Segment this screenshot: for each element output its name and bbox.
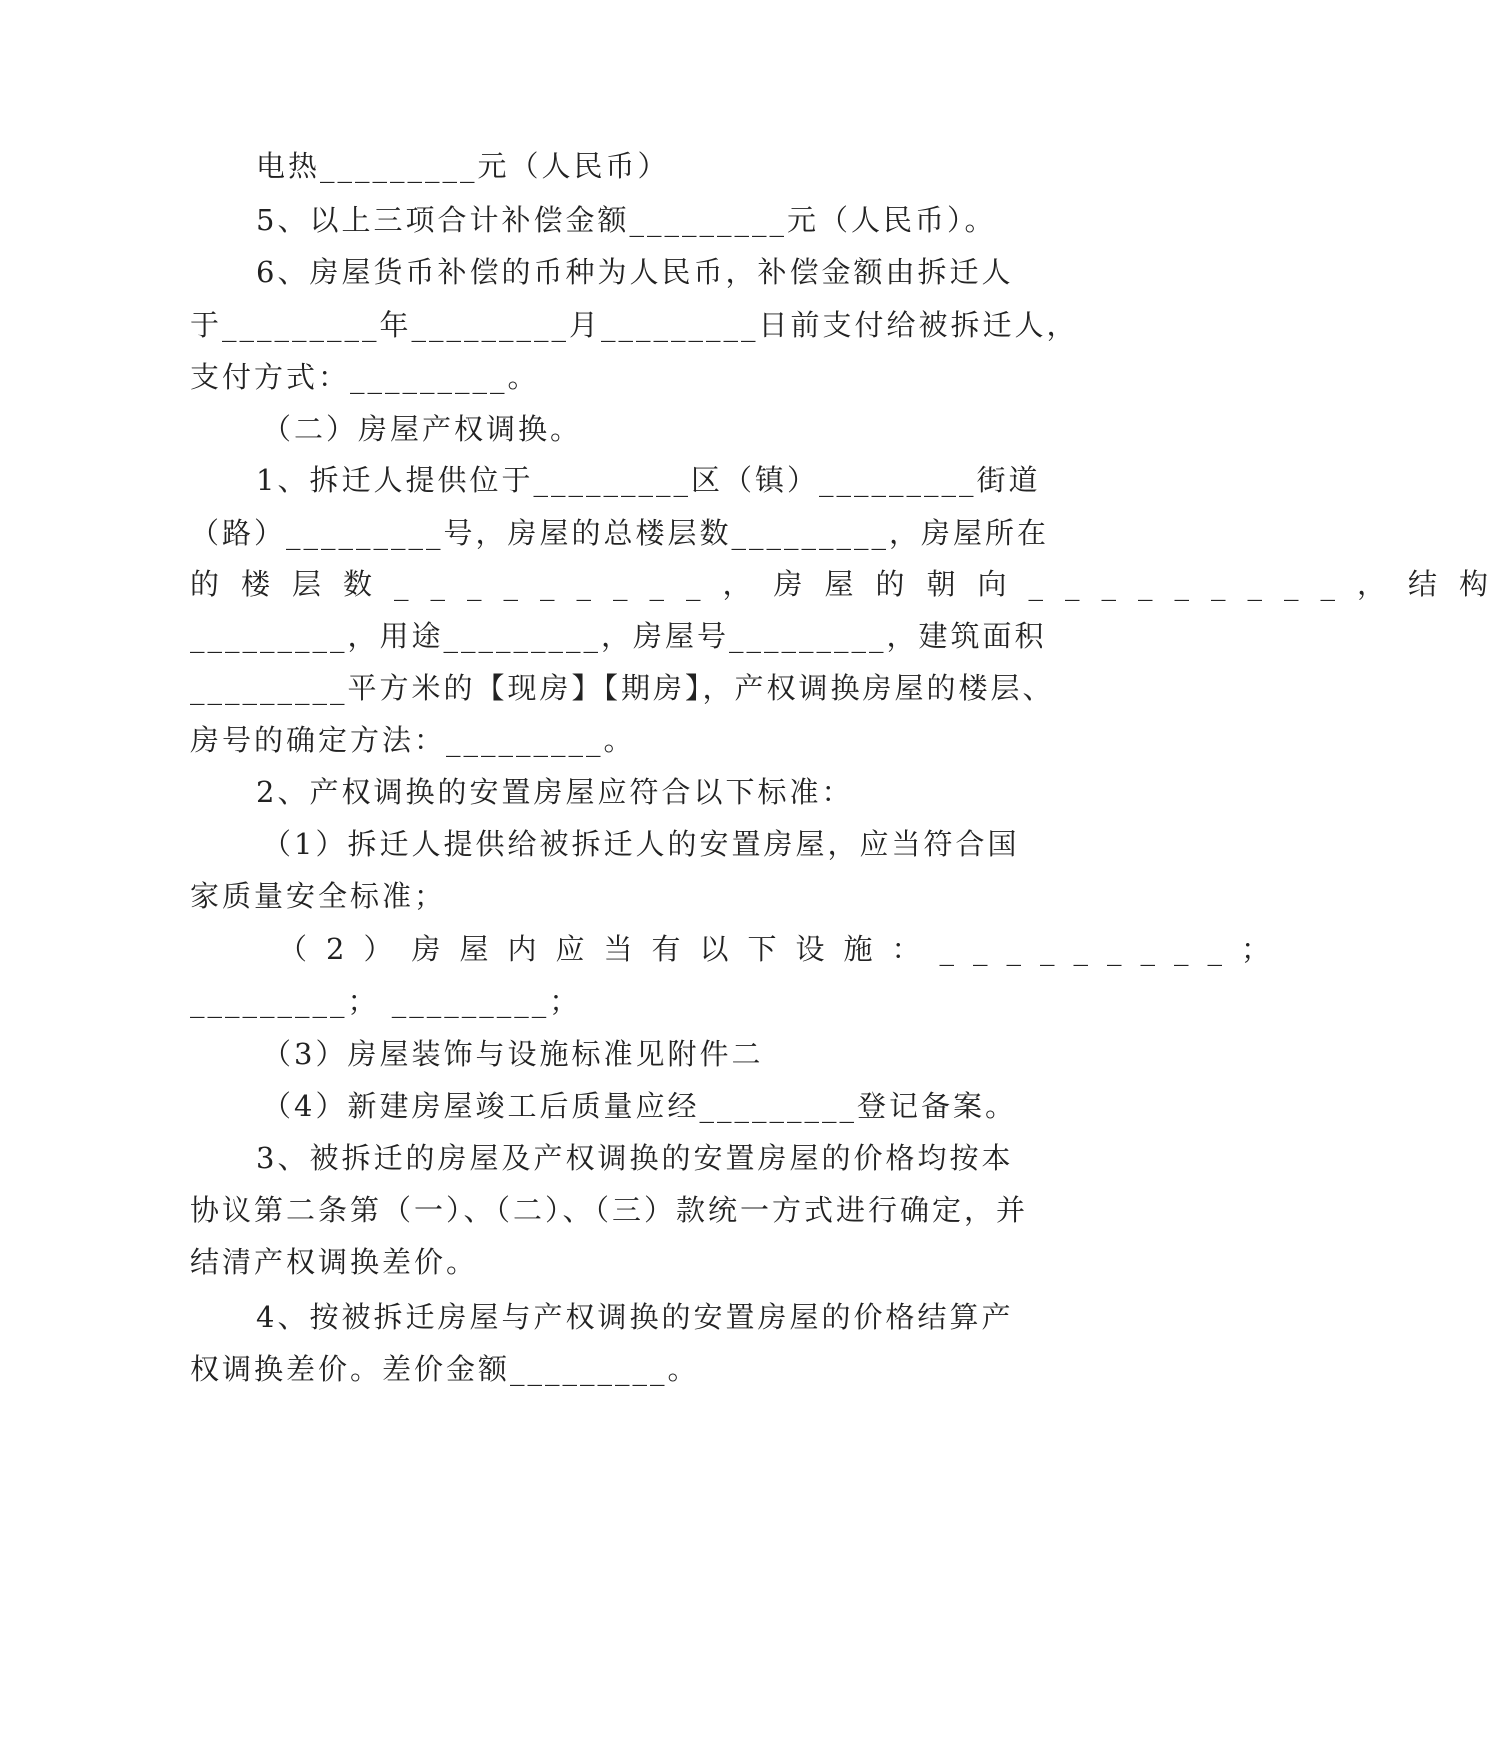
text-line-3: 6、房屋货币补偿的币种为人民币，补偿金额由拆迁人 [256,255,1014,289]
text-line-21: 协议第二条第（一）、（二）、（三）款统一方式进行确定，并 [190,1193,1029,1227]
text-line-19: （4）新建房屋竣工后质量应经_________登记备案。 [262,1089,1017,1123]
text-line-5: 支付方式：_________。 [190,360,540,394]
text-line-15: 家质量安全标准； [190,879,447,913]
text-line-2: 5、以上三项合计补偿金额_________元（人民币）。 [256,203,997,237]
text-line-1: 电热_________元（人民币） [256,149,670,183]
text-line-12: 房号的确定方法：_________。 [190,723,636,757]
text-line-11: _________平方米的【现房】【期房】，产权调换房屋的楼层、 [190,671,1055,705]
text-line-22: 结清产权调换差价。 [190,1245,479,1279]
text-line-24: 权调换差价。差价金额_________。 [190,1352,700,1386]
text-line-23: 4、按被拆迁房屋与产权调换的安置房屋的价格结算产 [256,1300,1014,1334]
text-line-18: （3）房屋装饰与设施标准见附件二 [262,1037,764,1071]
text-line-7: 1、拆迁人提供位于_________区（镇）_________街道 [256,463,1041,497]
text-line-13: 2、产权调换的安置房屋应符合以下标准： [256,775,854,809]
text-line-17: _________； _________； [190,984,582,1018]
text-line-10: _________，用途_________，房屋号_________，建筑面积 [190,619,1047,653]
text-line-20: 3、被拆迁的房屋及产权调换的安置房屋的价格均按本 [256,1141,1014,1175]
text-line-14: （1）拆迁人提供给被拆迁人的安置房屋，应当符合国 [262,827,1020,861]
text-line-9: 的楼层数_________，房屋的朝向_________，结构 [190,567,1510,601]
text-line-16: （2）房屋内应当有以下设施：_________； [278,932,1289,966]
text-line-6: （二）房屋产权调换。 [262,412,583,446]
text-line-8: （路）_________号，房屋的总楼层数_________，房屋所在 [190,516,1050,550]
text-line-4: 于_________年_________月_________日前支付给被拆迁人， [190,308,1079,342]
